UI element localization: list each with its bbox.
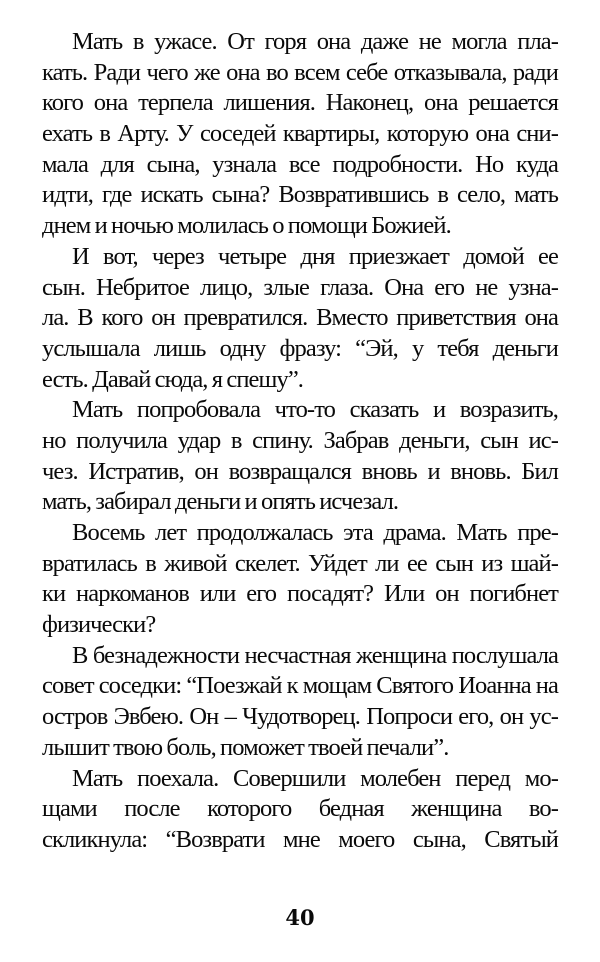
text-line: ки наркоманов или его посадят? Или он погибнет bbox=[42, 580, 558, 608]
text-line: лышит твою боль, поможет твоей печали”. bbox=[42, 733, 449, 761]
text-line: физически? bbox=[42, 611, 156, 639]
text-line: ла. В кого он превратился. Вместо приветствия она bbox=[42, 304, 558, 332]
text-line: Мать попробовала что-то сказать и возразить, bbox=[72, 396, 558, 424]
text-line: идти, где искать сына? Возвратившись в село, мать bbox=[42, 181, 558, 209]
text-line: остров Эвбею. Он – Чудотворец. Попроси его, он ус- bbox=[42, 703, 558, 731]
text-line: Восемь лет продолжалась эта драма. Мать пре- bbox=[72, 519, 558, 546]
text-line: Мать поехала. Совершили молебен перед мо- bbox=[72, 764, 558, 792]
paragraph bbox=[42, 518, 558, 641]
page-number: 40 bbox=[285, 905, 315, 930]
page-text bbox=[42, 27, 558, 856]
text-line: Мать в ужасе. От горя она даже не могла пла- bbox=[72, 28, 558, 55]
text-line: мала для сына, узнала все подробности. Но куда bbox=[42, 150, 558, 178]
paragraph bbox=[42, 395, 558, 518]
text-line: совет соседки: “Поезжай к мощам Святого Иоанна на bbox=[42, 672, 558, 700]
text-line: кого она терпела лишения. Наконец, она решается bbox=[42, 89, 558, 117]
text-line: ехать в Арту. У соседей квартиры, которую она сни- bbox=[42, 120, 558, 148]
text-line: мать, забирал деньги и опять исчезал. bbox=[42, 488, 399, 516]
text-line: В безнадежности несчастная женщина послушала bbox=[72, 641, 558, 669]
text-line: чез. Истратив, он возвращался вновь и вновь. Бил bbox=[42, 457, 558, 485]
text-line: щами после которого бедная женщина во- bbox=[42, 795, 558, 823]
paragraph bbox=[42, 242, 558, 395]
text-line: есть. Давай сюда, я спешу”. bbox=[42, 365, 304, 393]
text-line: вратилась в живой скелет. Уйдет ли ее сын из шай- bbox=[42, 549, 558, 577]
text-line: кать. Ради чего же она во всем себе отказывала, ради bbox=[42, 58, 558, 86]
text-line: услышала лишь одну фразу: “Эй, у тебя деньги bbox=[42, 334, 558, 362]
paragraph bbox=[42, 764, 558, 856]
text-line: днем и ночью молилась о помощи Божией. bbox=[42, 212, 451, 240]
text-line: но получила удар в спину. Забрав деньги, сын ис- bbox=[42, 426, 558, 454]
text-line: скликнула: “Возврати мне моего сына, Святый bbox=[42, 825, 558, 853]
paragraph bbox=[42, 27, 558, 242]
text-line: сын. Небритое лицо, злые глаза. Она его не узна- bbox=[42, 273, 558, 301]
paragraph bbox=[42, 641, 558, 764]
text-line: И вот, через четыре дня приезжает домой ее bbox=[72, 242, 558, 270]
